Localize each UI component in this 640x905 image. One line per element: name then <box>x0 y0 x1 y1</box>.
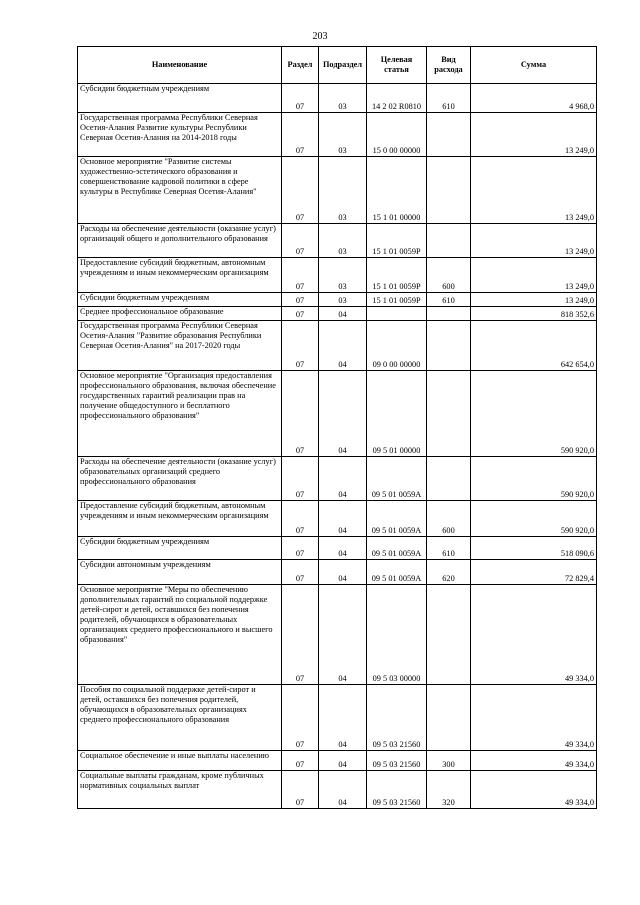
row-sum: 4 968,0 <box>471 84 597 113</box>
header-section: Раздел <box>282 47 319 84</box>
row-subsection: 03 <box>319 224 367 258</box>
budget-table <box>77 46 597 809</box>
row-subsection: 04 <box>319 537 367 560</box>
table-row <box>78 560 597 585</box>
row-expense-type: 610 <box>427 537 471 560</box>
row-name: Пособия по социальной поддержке детей-сирот и детей, оставшихся без попечения родителей, обучающихся в образовательных организациях среднего профессионального образования <box>78 685 282 751</box>
row-target <box>367 307 427 321</box>
row-section: 07 <box>282 84 319 113</box>
table-row <box>78 457 597 501</box>
row-expense-type <box>427 685 471 751</box>
table-row <box>78 771 597 809</box>
row-target: 09 5 03 21560 <box>367 751 427 771</box>
row-subsection: 03 <box>319 113 367 157</box>
row-name: Основное мероприятие "Развитие системы художественно-эстетического образования и совершенствование кадровой политики в сфере культуры в Республике Северная Осетия-Алания" <box>78 157 282 224</box>
row-expense-type: 620 <box>427 560 471 585</box>
row-section: 07 <box>282 307 319 321</box>
row-expense-type <box>427 585 471 685</box>
row-name: Субсидии бюджетным учреждениям <box>78 537 282 560</box>
row-subsection: 04 <box>319 321 367 371</box>
row-expense-type: 320 <box>427 771 471 809</box>
row-subsection: 03 <box>319 84 367 113</box>
header-name: Наименование <box>78 47 282 84</box>
row-expense-type: 300 <box>427 751 471 771</box>
row-sum: 590 920,0 <box>471 457 597 501</box>
row-subsection: 03 <box>319 293 367 307</box>
row-name: Расходы на обеспечение деятельности (оказание услуг) организаций общего и дополнительного образования <box>78 224 282 258</box>
table-row <box>78 321 597 371</box>
row-target: 09 5 01 0059А <box>367 537 427 560</box>
row-section: 07 <box>282 224 319 258</box>
row-target: 09 0 00 00000 <box>367 321 427 371</box>
page-number: 203 <box>312 31 328 42</box>
row-section: 07 <box>282 771 319 809</box>
row-section: 07 <box>282 293 319 307</box>
row-expense-type <box>427 224 471 258</box>
row-section: 07 <box>282 751 319 771</box>
row-sum: 49 334,0 <box>471 751 597 771</box>
table-row <box>78 113 597 157</box>
header-target: Целевая статья <box>367 47 427 84</box>
row-sum: 49 334,0 <box>471 771 597 809</box>
row-expense-type <box>427 113 471 157</box>
row-sum: 13 249,0 <box>471 258 597 293</box>
row-section: 07 <box>282 537 319 560</box>
row-sum: 13 249,0 <box>471 113 597 157</box>
row-sum: 49 334,0 <box>471 585 597 685</box>
row-sum: 590 920,0 <box>471 501 597 537</box>
row-expense-type: 600 <box>427 258 471 293</box>
row-name: Предоставление субсидий бюджетным, автономным учреждениям и иным некоммерческим организациям <box>78 501 282 537</box>
row-sum: 818 352,6 <box>471 307 597 321</box>
row-name: Основное мероприятие "Меры по обеспечению дополнительных гарантий по социальной поддержке детей-сирот и детей, оставшихся без попечения родителей, обучающихся в образовательных организациях среднего профессионального и высшего образования" <box>78 585 282 685</box>
row-target: 15 1 01 00000 <box>367 157 427 224</box>
header-expense-type: Вид расхода <box>427 47 471 84</box>
row-target: 09 5 01 00000 <box>367 371 427 457</box>
row-section: 07 <box>282 113 319 157</box>
row-subsection: 04 <box>319 751 367 771</box>
row-section: 07 <box>282 321 319 371</box>
row-name: Субсидии бюджетным учреждениям <box>78 293 282 307</box>
row-target: 15 1 01 0059Р <box>367 293 427 307</box>
table-row <box>78 258 597 293</box>
row-expense-type <box>427 307 471 321</box>
row-target: 09 5 01 0059А <box>367 457 427 501</box>
row-target: 14 2 02 R0810 <box>367 84 427 113</box>
row-subsection: 04 <box>319 560 367 585</box>
table-row <box>78 157 597 224</box>
row-subsection: 04 <box>319 685 367 751</box>
row-sum: 590 920,0 <box>471 371 597 457</box>
row-sum: 642 654,0 <box>471 321 597 371</box>
row-sum: 72 829,4 <box>471 560 597 585</box>
table-row <box>78 585 597 685</box>
row-expense-type <box>427 321 471 371</box>
row-subsection: 04 <box>319 501 367 537</box>
row-target: 15 1 01 0059Р <box>367 258 427 293</box>
row-name: Социальные выплаты гражданам, кроме публичных нормативных социальных выплат <box>78 771 282 809</box>
row-section: 07 <box>282 157 319 224</box>
table-row <box>78 751 597 771</box>
table-header-row <box>78 47 597 84</box>
row-name: Основное мероприятие "Организация предоставления профессионального образования, включая обеспечение государственных гарантий реализации прав на получение общедоступного и бесплатного профессионального образования" <box>78 371 282 457</box>
row-name: Субсидии бюджетным учреждениям <box>78 84 282 113</box>
row-section: 07 <box>282 685 319 751</box>
row-section: 07 <box>282 501 319 537</box>
table-row <box>78 224 597 258</box>
row-subsection: 03 <box>319 157 367 224</box>
header-sum: Сумма <box>471 47 597 84</box>
row-sum: 518 090,6 <box>471 537 597 560</box>
row-target: 09 5 01 0059А <box>367 501 427 537</box>
row-target: 09 5 01 0059А <box>367 560 427 585</box>
row-name: Субсидии автономным учреждениям <box>78 560 282 585</box>
table-row <box>78 501 597 537</box>
row-section: 07 <box>282 585 319 685</box>
table-row <box>78 307 597 321</box>
row-name: Социальное обеспечение и иные выплаты населению <box>78 751 282 771</box>
table-row <box>78 537 597 560</box>
row-section: 07 <box>282 258 319 293</box>
row-target: 15 0 00 00000 <box>367 113 427 157</box>
row-name: Государственная программа Республики Северная Осетия-Алания Развитие культуры Республики Северная Осетия-Алания на 2014-2018 годы <box>78 113 282 157</box>
row-subsection: 04 <box>319 771 367 809</box>
row-sum: 13 249,0 <box>471 157 597 224</box>
row-expense-type <box>427 457 471 501</box>
row-expense-type: 610 <box>427 84 471 113</box>
table-row <box>78 84 597 113</box>
row-subsection: 04 <box>319 585 367 685</box>
row-expense-type: 610 <box>427 293 471 307</box>
row-sum: 13 249,0 <box>471 293 597 307</box>
row-expense-type <box>427 157 471 224</box>
row-name: Расходы на обеспечение деятельности (оказание услуг) образовательных организаций среднего профессионального образования <box>78 457 282 501</box>
row-expense-type <box>427 371 471 457</box>
row-target: 09 5 03 00000 <box>367 585 427 685</box>
row-name: Среднее профессиональное образование <box>78 307 282 321</box>
row-target: 09 5 03 21560 <box>367 685 427 751</box>
row-section: 07 <box>282 457 319 501</box>
row-section: 07 <box>282 371 319 457</box>
row-subsection: 03 <box>319 258 367 293</box>
header-subsection: Подраздел <box>319 47 367 84</box>
row-subsection: 04 <box>319 307 367 321</box>
table-row <box>78 371 597 457</box>
row-name: Предоставление субсидий бюджетным, автономным учреждениям и иным некоммерческим организациям <box>78 258 282 293</box>
table-row <box>78 685 597 751</box>
row-sum: 13 249,0 <box>471 224 597 258</box>
row-sum: 49 334,0 <box>471 685 597 751</box>
row-name: Государственная программа Республики Северная Осетия-Алания "Развитие образования Республики Северная Осетия-Алания" на 2017-2020 годы <box>78 321 282 371</box>
table-row <box>78 293 597 307</box>
row-section: 07 <box>282 560 319 585</box>
row-subsection: 04 <box>319 371 367 457</box>
row-subsection: 04 <box>319 457 367 501</box>
row-expense-type: 600 <box>427 501 471 537</box>
row-target: 15 1 01 0059Р <box>367 224 427 258</box>
row-target: 09 5 03 21560 <box>367 771 427 809</box>
